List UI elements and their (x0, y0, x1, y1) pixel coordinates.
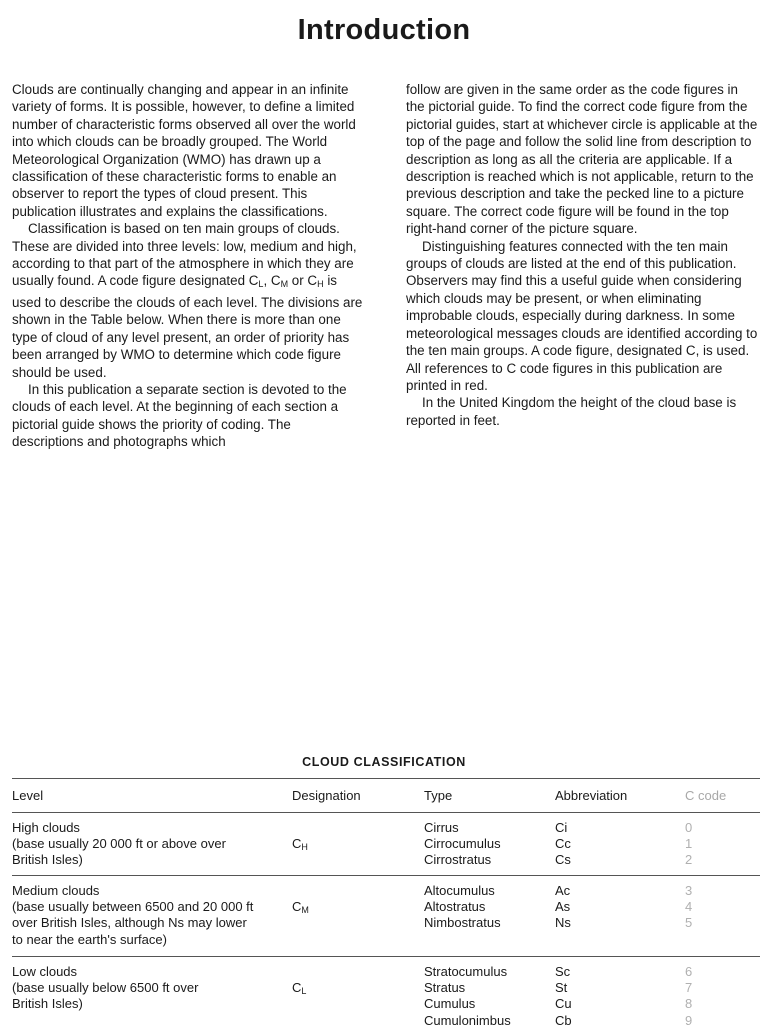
page-title: Introduction (297, 14, 471, 46)
table-header-rule (12, 812, 760, 813)
c-code-cell (685, 820, 745, 869)
cell-line: British Isles) (12, 852, 83, 868)
table-row-divider (12, 875, 760, 876)
cell-line: Stratus (424, 980, 466, 996)
cell-line: Low clouds (12, 964, 78, 979)
cell-line: 0 (685, 820, 693, 835)
cell-line: to near the earth's surface) (12, 931, 167, 947)
designation-base: C (292, 899, 302, 914)
cell-line: Stratocumulus (424, 964, 508, 979)
cell-line: 8 (685, 996, 693, 1012)
paragraph: follow are given in the same order as the code figures in the pictorial guide. To find the correct code figure from the pictorial guides, start at whichever circle is applicable at the top of the page and follow the solid line from description to description as long as all the criteria are applicable. If a description is reached which is not applicable, return to the previous description and take the pecked line to a picture square. The correct code figure will be found in the top right-hand corner of the picture square. (406, 82, 758, 237)
designation-cell (292, 836, 402, 855)
type-cell (424, 820, 544, 869)
cell-line: 2 (685, 852, 693, 868)
cell-line: 1 (685, 836, 693, 852)
cell-line: Nimbostratus (424, 915, 501, 931)
cell-line: (base usually between 6500 and 20 000 ft (12, 899, 254, 915)
type-cell (424, 883, 544, 932)
left-text-column (12, 81, 364, 451)
header-type: Type (424, 788, 453, 803)
cell-line: (base usually 20 000 ft or above over (12, 836, 226, 852)
abbreviation-cell (555, 883, 665, 932)
table-row-divider (12, 956, 760, 957)
cell-line: Cirrostratus (424, 852, 492, 868)
level-cell (12, 883, 282, 948)
level-cell (12, 964, 282, 1013)
c-code-cell (685, 883, 745, 932)
cell-line: British Isles) (12, 996, 83, 1012)
cell-line: Ns (555, 915, 571, 931)
designation-base: C (292, 836, 302, 851)
cell-line: Cc (555, 836, 571, 852)
cell-line: Ac (555, 883, 571, 898)
table-top-rule (12, 778, 760, 779)
cell-line: St (555, 980, 568, 996)
paragraph: Distinguishing features connected with the ten main groups of clouds are listed at the end of this publication. Observers may find this a useful guide when considering which clouds may be present, or when eliminating improbable clouds, especially during darkness. In some meteorological messages clouds are identified according to the ten main groups. A code figure, designated C, is used. All references to C code figures in this publication are printed in red. (406, 238, 758, 393)
cell-line: 9 (685, 1012, 693, 1028)
table-title: CLOUD CLASSIFICATION (302, 755, 466, 769)
paragraph: In this publication a separate section is devoted to the clouds of each level. At the beginning of each section a pictorial guide shows the priority of coding. The descriptions and photographs which (12, 381, 347, 450)
cell-line: Sc (555, 964, 571, 979)
cell-line: Cumulonimbus (424, 1012, 511, 1028)
cell-line: 5 (685, 915, 693, 931)
cell-line: 7 (685, 980, 693, 996)
cell-line: Cumulus (424, 996, 476, 1012)
right-text-column (406, 81, 758, 429)
designation-cell (292, 980, 402, 999)
header-c-code: C code (685, 788, 727, 803)
cell-line: High clouds (12, 820, 80, 835)
designation-sub: H (301, 842, 308, 852)
abbreviation-cell (555, 964, 665, 1029)
level-cell (12, 820, 282, 869)
paragraph: Clouds are continually changing and appear in an infinite variety of forms. It is possible, however, to define a limited number of characteristic forms observed all over the world into which clouds can be broadly grouped. The World Meteorological Organization (WMO) has drawn up a classification of these characteristic forms to enable an observer to report the types of cloud present. This publication illustrates and explains the classifications. (12, 82, 356, 219)
cell-line: 3 (685, 883, 693, 898)
type-cell (424, 964, 544, 1029)
designation-sub: L (301, 986, 307, 996)
paragraph: In the United Kingdom the height of the cloud base is reported in feet. (406, 395, 737, 428)
cell-line: 4 (685, 899, 693, 915)
designation-base: C (292, 980, 302, 995)
header-designation: Designation (292, 788, 361, 803)
cell-line: Cirrocumulus (424, 836, 501, 852)
cell-line: Cu (555, 996, 572, 1012)
cell-line: Ci (555, 820, 568, 835)
cell-line: As (555, 899, 571, 915)
paragraph: Classification is based on ten main groups of clouds. These are divided into three levels: low, medium and high, according to that part of the atmosphere in which they are usually found. A code figure designated $C_L$, $C_M$ or $C_H$ is used to describe the clouds of each level. The divisions are shown in the Table below. When there is more than one type of cloud of any level present, an order of priority has been arranged by WMO to determine which code figure should be used. (12, 221, 363, 380)
header-level: Level (12, 788, 44, 803)
cell-line: Cirrus (424, 820, 459, 835)
abbreviation-cell (555, 820, 665, 869)
cell-line: over British Isles, although Ns may lower (12, 915, 247, 931)
header-abbreviation: Abbreviation (555, 788, 628, 803)
c-code-cell (685, 964, 745, 1029)
cell-line: 6 (685, 964, 693, 979)
cell-line: Cs (555, 852, 571, 868)
cell-line: Cb (555, 1012, 572, 1028)
designation-cell (292, 899, 402, 918)
cell-line: (base usually below 6500 ft over (12, 980, 199, 996)
cell-line: Altocumulus (424, 883, 495, 898)
cell-line: Altostratus (424, 899, 486, 915)
cell-line: Medium clouds (12, 883, 100, 898)
designation-sub: M (301, 905, 309, 915)
